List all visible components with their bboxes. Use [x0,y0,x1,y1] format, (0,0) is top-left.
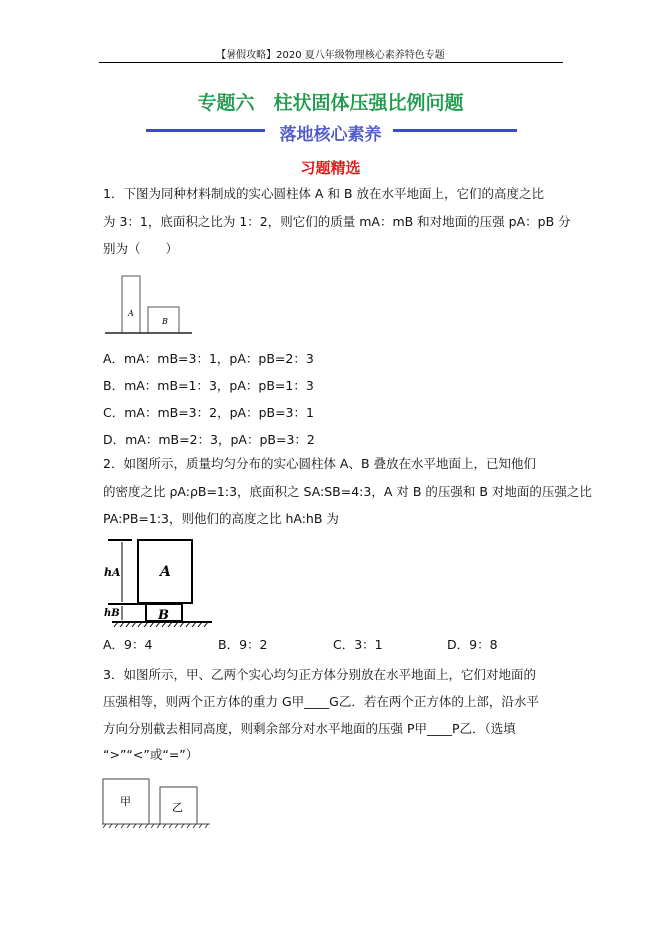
label-a: A [160,564,171,580]
q3-line: 压强相等，则两个正方体的重力 G甲____G乙．若在两个正方体的上部，沿水平 [103,694,539,709]
q2-line: 2．如图所示，质量均匀分布的实心圆柱体 A、B 叠放在水平地面上，已知他们 [103,456,537,471]
q3-line: “>”“<”或“=”） [103,747,199,762]
header-rule [99,62,563,63]
cylinder-a [122,276,140,333]
q3-figure [100,775,240,831]
q3-line: 3．如图所示，甲、乙两个实心均匀正方体分别放在水平地面上，它们对地面的 [103,667,536,682]
subtitle: 落地核心素养 [279,125,382,145]
q2-line: 的密度之比 ρA:ρB=1:3，底面积之 SA:SB=4:3，A 对 B 的压强和 B 对地面的压强之比 [103,484,592,499]
q1-line: 1．下图为同种材料制成的实心圆柱体 A 和 B 放在水平地面上，它们的高度之比 [103,186,544,201]
label-jia: 甲 [120,795,131,808]
q2-figure [100,536,215,628]
q3-line: 方向分别截去相同高度，则剩余部分对水平地面的压强 P甲____P乙．（选填 [103,721,516,736]
label-b: B [162,317,168,326]
q2-option-d: D．9：8 [447,637,498,652]
q1-option-c: C．mA：mB=3：2，pA：pB=3：1 [103,405,314,420]
label-yi: 乙 [172,801,183,814]
q1-option-b: B．mA：mB=1：3，pA：pB=1：3 [103,378,314,393]
label-hb: hB [104,608,120,619]
label-a: A [128,309,134,318]
label-ha: hA [104,566,121,579]
q1-option-d: D．mA：mB=2：3，pA：pB=3：2 [103,432,315,447]
q2-line: PA:PB=1:3，则他们的高度之比 hA:hB 为 [103,511,339,526]
page-title: 专题六 柱状固体压强比例问题 [197,92,464,114]
section-heading: 习题精选 [300,159,361,177]
q2-option-c: C．3：1 [333,637,383,652]
q2-option-b: B．9：2 [218,637,268,652]
q1-option-a: A．mA：mB=3：1，pA：pB=2：3 [103,351,314,366]
label-b: B [158,608,169,623]
q1-line: 别为（ ） [103,241,179,256]
q2-option-a: A．9：4 [103,637,153,652]
running-header: 【暑假攻略】2020 夏八年级物理核心素养特色专题 [216,50,445,61]
q1-line: 为 3：1，底面积之比为 1：2，则它们的质量 mA：mB 和对地面的压强 pA：pB 分 [103,214,571,229]
q1-figure [100,272,200,336]
